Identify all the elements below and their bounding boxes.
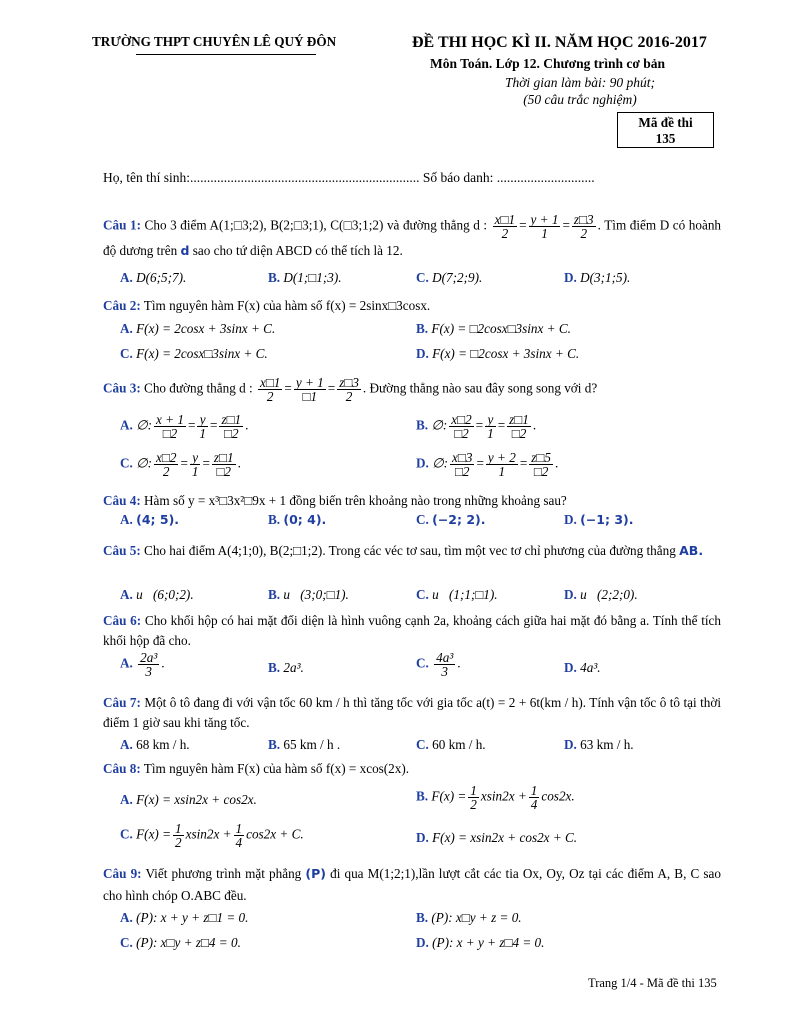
question-7-text: Một ô tô đang đi với vận tốc 60 km / h thì tăng tốc với gia tốc a(t) = 2 + 6t(km / h). Tính vận tốc ô tô tại thời điểm 1 giờ sau khi tăng tốc.	[103, 695, 722, 730]
question-1: Câu 1: Cho 3 điểm A(1;□3;2), B(2;□3;1), C(□3;1;2) và đường thẳng d : $\frac{x□1}{2}$ = $\frac{y + 1}{1}$ = $\frac{z□3}{2}$ . Tìm điểm D có hoành độ dương trên d sao cho tứ diện ABCD có thể tích là 12.	[103, 212, 722, 258]
q8-option-d[interactable]: D. F(x) = xsin2x + cos2x + C.	[416, 830, 578, 845]
school-name: TRƯỜNG THPT CHUYÊN LÊ QUÝ ĐÔN	[92, 34, 337, 49]
q8-option-c[interactable]: C. F(x) = $\frac{1}{2}$ xsin2x + $\frac{1}{4}$ cos2x + C.	[120, 821, 304, 850]
student-info-line	[103, 170, 595, 186]
exam-title: ĐỀ THI HỌC KÌ II. NĂM HỌC 2016-2017	[412, 34, 707, 51]
question-5-label: Câu 5:	[103, 543, 141, 558]
question-3-pre: Cho đường thẳng d :	[140, 380, 253, 396]
q7-option-a[interactable]: A. 68 km / h.	[120, 737, 190, 752]
question-8-text: Tìm nguyên hàm F(x) của hàm số f(x) = xcos(2x).	[140, 761, 410, 776]
fraction: $\frac{y + 1}{1}$	[530, 212, 559, 241]
q2-option-b[interactable]: B. F(x) = □2cosx□3sinx + C.	[416, 321, 571, 336]
q1-option-c[interactable]: C. D(7;2;9).	[416, 270, 483, 285]
question-9-label: Câu 9:	[103, 866, 142, 881]
question-5-var: AB.	[679, 543, 704, 558]
question-4-label: Câu 4:	[103, 493, 141, 508]
question-5	[103, 540, 721, 562]
question-9	[103, 863, 721, 907]
school-underline	[136, 54, 316, 55]
question-4	[103, 492, 721, 510]
question-1-pre: Cho 3 điểm A(1;□3;2), B(2;□3;1), C(□3;1;2) và đường thẳng d :	[141, 217, 488, 233]
question-6-text: Cho khối hộp có hai mặt đối diện là hình vuông cạnh 2a, khoảng cách giữa hai mặt đó bằng a. Tính thể tích khối hộp đã cho.	[103, 613, 721, 648]
question-6-label: Câu 6:	[103, 613, 142, 628]
question-4-text: Hàm số y = x³□3x²□9x + 1 đồng biến trên khoảng nào trong những khoảng sau?	[140, 493, 567, 508]
fraction: $\frac{z□3}{2}$	[573, 212, 594, 241]
question-9-var: (P)	[305, 866, 326, 881]
q4-option-a[interactable]: A. (4; 5).	[120, 512, 180, 527]
exam-subject: Môn Toán. Lớp 12. Chương trình cơ bản	[430, 56, 665, 71]
q9-option-a[interactable]: A. (P): x + y + z□1 = 0.	[120, 910, 249, 925]
fraction: $\frac{z□3}{2}$	[339, 375, 359, 404]
question-8-label: Câu 8:	[103, 761, 141, 776]
question-3-post: . Đường thẳng nào sau đây song song với d?	[362, 380, 598, 396]
q3-option-c[interactable]: C. ∅: $\frac{x□2}{2}$ = $\frac{y}{1}$ = $\frac{z□1}{□2}$ .	[120, 450, 241, 479]
q5-option-c[interactable]: C. u⃗(1;1;□1).	[416, 587, 498, 602]
q1-option-b[interactable]: B. D(1;□1;3).	[268, 270, 342, 285]
q7-option-c[interactable]: C. 60 km / h.	[416, 737, 486, 752]
q1-option-d[interactable]: D. D(3;1;5).	[564, 270, 631, 285]
question-1-var: d	[180, 243, 190, 258]
question-7-label: Câu 7:	[103, 695, 141, 710]
q4-option-c[interactable]: C. (−2; 2).	[416, 512, 486, 527]
fraction: $\frac{x□1}{2}$	[494, 212, 516, 241]
question-1-post: . Tìm điểm D có hoành độ dương trên	[103, 217, 722, 258]
page-footer: Trang 1/4 - Mã đề thi 135	[588, 976, 717, 990]
question-2-text: Tìm nguyên hàm F(x) của hàm số f(x) = 2sinx□3cosx.	[140, 298, 431, 313]
fraction: $\frac{y + 1}{□1}$	[295, 375, 324, 404]
fraction: $\frac{x□1}{2}$	[259, 375, 281, 404]
q7-option-b[interactable]: B. 65 km / h .	[268, 737, 341, 752]
q5-option-b[interactable]: B. u⃗(3;0;□1).	[268, 587, 349, 602]
question-1-post2: sao cho tứ diện ABCD có thể tích là 12.	[192, 243, 403, 258]
q6-option-b[interactable]: B. 2a³.	[268, 660, 304, 675]
q8-option-a[interactable]: A. F(x) = xsin2x + cos2x.	[120, 792, 257, 807]
question-1-label: Câu 1:	[103, 217, 141, 233]
question-5-text: Cho hai điểm A(4;1;0), B(2;□1;2). Trong các véc tơ sau, tìm một vec tơ chỉ phương của đường thẳng	[140, 543, 676, 558]
question-7	[103, 693, 721, 733]
q5-option-d[interactable]: D. u⃗(2;2;0).	[564, 587, 638, 602]
student-sbd-label: Số báo danh: .............................	[419, 170, 595, 185]
q3-option-d[interactable]: D. ∅: $\frac{x□3}{□2}$ = $\frac{y + 2}{1}$ = $\frac{z□5}{□2}$ .	[416, 450, 559, 479]
q6-option-d[interactable]: D. 4a³.	[564, 660, 601, 675]
question-8	[103, 760, 721, 778]
q4-option-d[interactable]: D. (−1; 3).	[564, 512, 634, 527]
q8-option-b[interactable]: B. F(x) = $\frac{1}{2}$ xsin2x + $\frac{1}{4}$ cos2x.	[416, 783, 575, 812]
exam-time-info	[480, 74, 680, 108]
q2-option-a[interactable]: A. F(x) = 2cosx + 3sinx + C.	[120, 321, 276, 336]
q9-option-d[interactable]: D. (P): x + y + z□4 = 0.	[416, 935, 545, 950]
q5-option-a[interactable]: A. u⃗(6;0;2).	[120, 587, 194, 602]
question-2-label: Câu 2:	[103, 298, 141, 313]
q9-option-c[interactable]: C. (P): x□y + z□4 = 0.	[120, 935, 241, 950]
question-3-label: Câu 3:	[103, 380, 141, 396]
q6-option-a[interactable]: A. $\frac{\text{2a³}}{3}$ .	[120, 650, 165, 679]
q2-option-c[interactable]: C. F(x) = 2cosx□3sinx + C.	[120, 346, 268, 361]
q7-option-d[interactable]: D. 63 km / h.	[564, 737, 634, 752]
question-9-post: đi qua M(1;2;1),lần lượt cắt các tia Ox, Oy, Oz tại các điểm A, B, C sao cho hình chóp O.ABC đều.	[103, 866, 721, 903]
exam-code-label: Mã đề thi	[638, 115, 693, 130]
q6-option-c[interactable]: C. $\frac{\text{4a³}}{3}$ .	[416, 650, 461, 679]
question-6	[103, 611, 721, 651]
q9-option-b[interactable]: B. (P): x□y + z = 0.	[416, 910, 522, 925]
exam-time: Thời gian làm bài: 90 phút;	[504, 75, 656, 90]
q4-option-b[interactable]: B. (0; 4).	[268, 512, 327, 527]
question-3: Câu 3: Cho đường thẳng d : $\frac{x□1}{2}$ = $\frac{y + 1}{□1}$ = $\frac{z□3}{2}$ . Đường thẳng nào sau đây song song với d?	[103, 375, 598, 404]
q2-option-d[interactable]: D. F(x) = □2cosx + 3sinx + C.	[416, 346, 580, 361]
q1-option-a[interactable]: A. D(6;5;7).	[120, 270, 187, 285]
q3-option-b[interactable]: B. ∅: $\frac{x□2}{□2}$ = $\frac{y}{1}$ = $\frac{z□1}{□2}$ .	[416, 412, 537, 441]
exam-code: 135	[655, 131, 676, 146]
q3-option-a[interactable]: A. ∅: $\frac{x + 1}{□2}$ = $\frac{y}{1}$ = $\frac{z□1}{□2}$ .	[120, 412, 249, 441]
exam-question-count: (50 câu trắc nghiệm)	[523, 92, 637, 107]
exam-code-box	[617, 112, 714, 148]
question-9-pre: Viết phương trình mặt phẳng	[141, 866, 302, 881]
student-name-label: Họ, tên thí sinh:....................................................................	[103, 170, 420, 185]
question-2	[103, 297, 721, 315]
